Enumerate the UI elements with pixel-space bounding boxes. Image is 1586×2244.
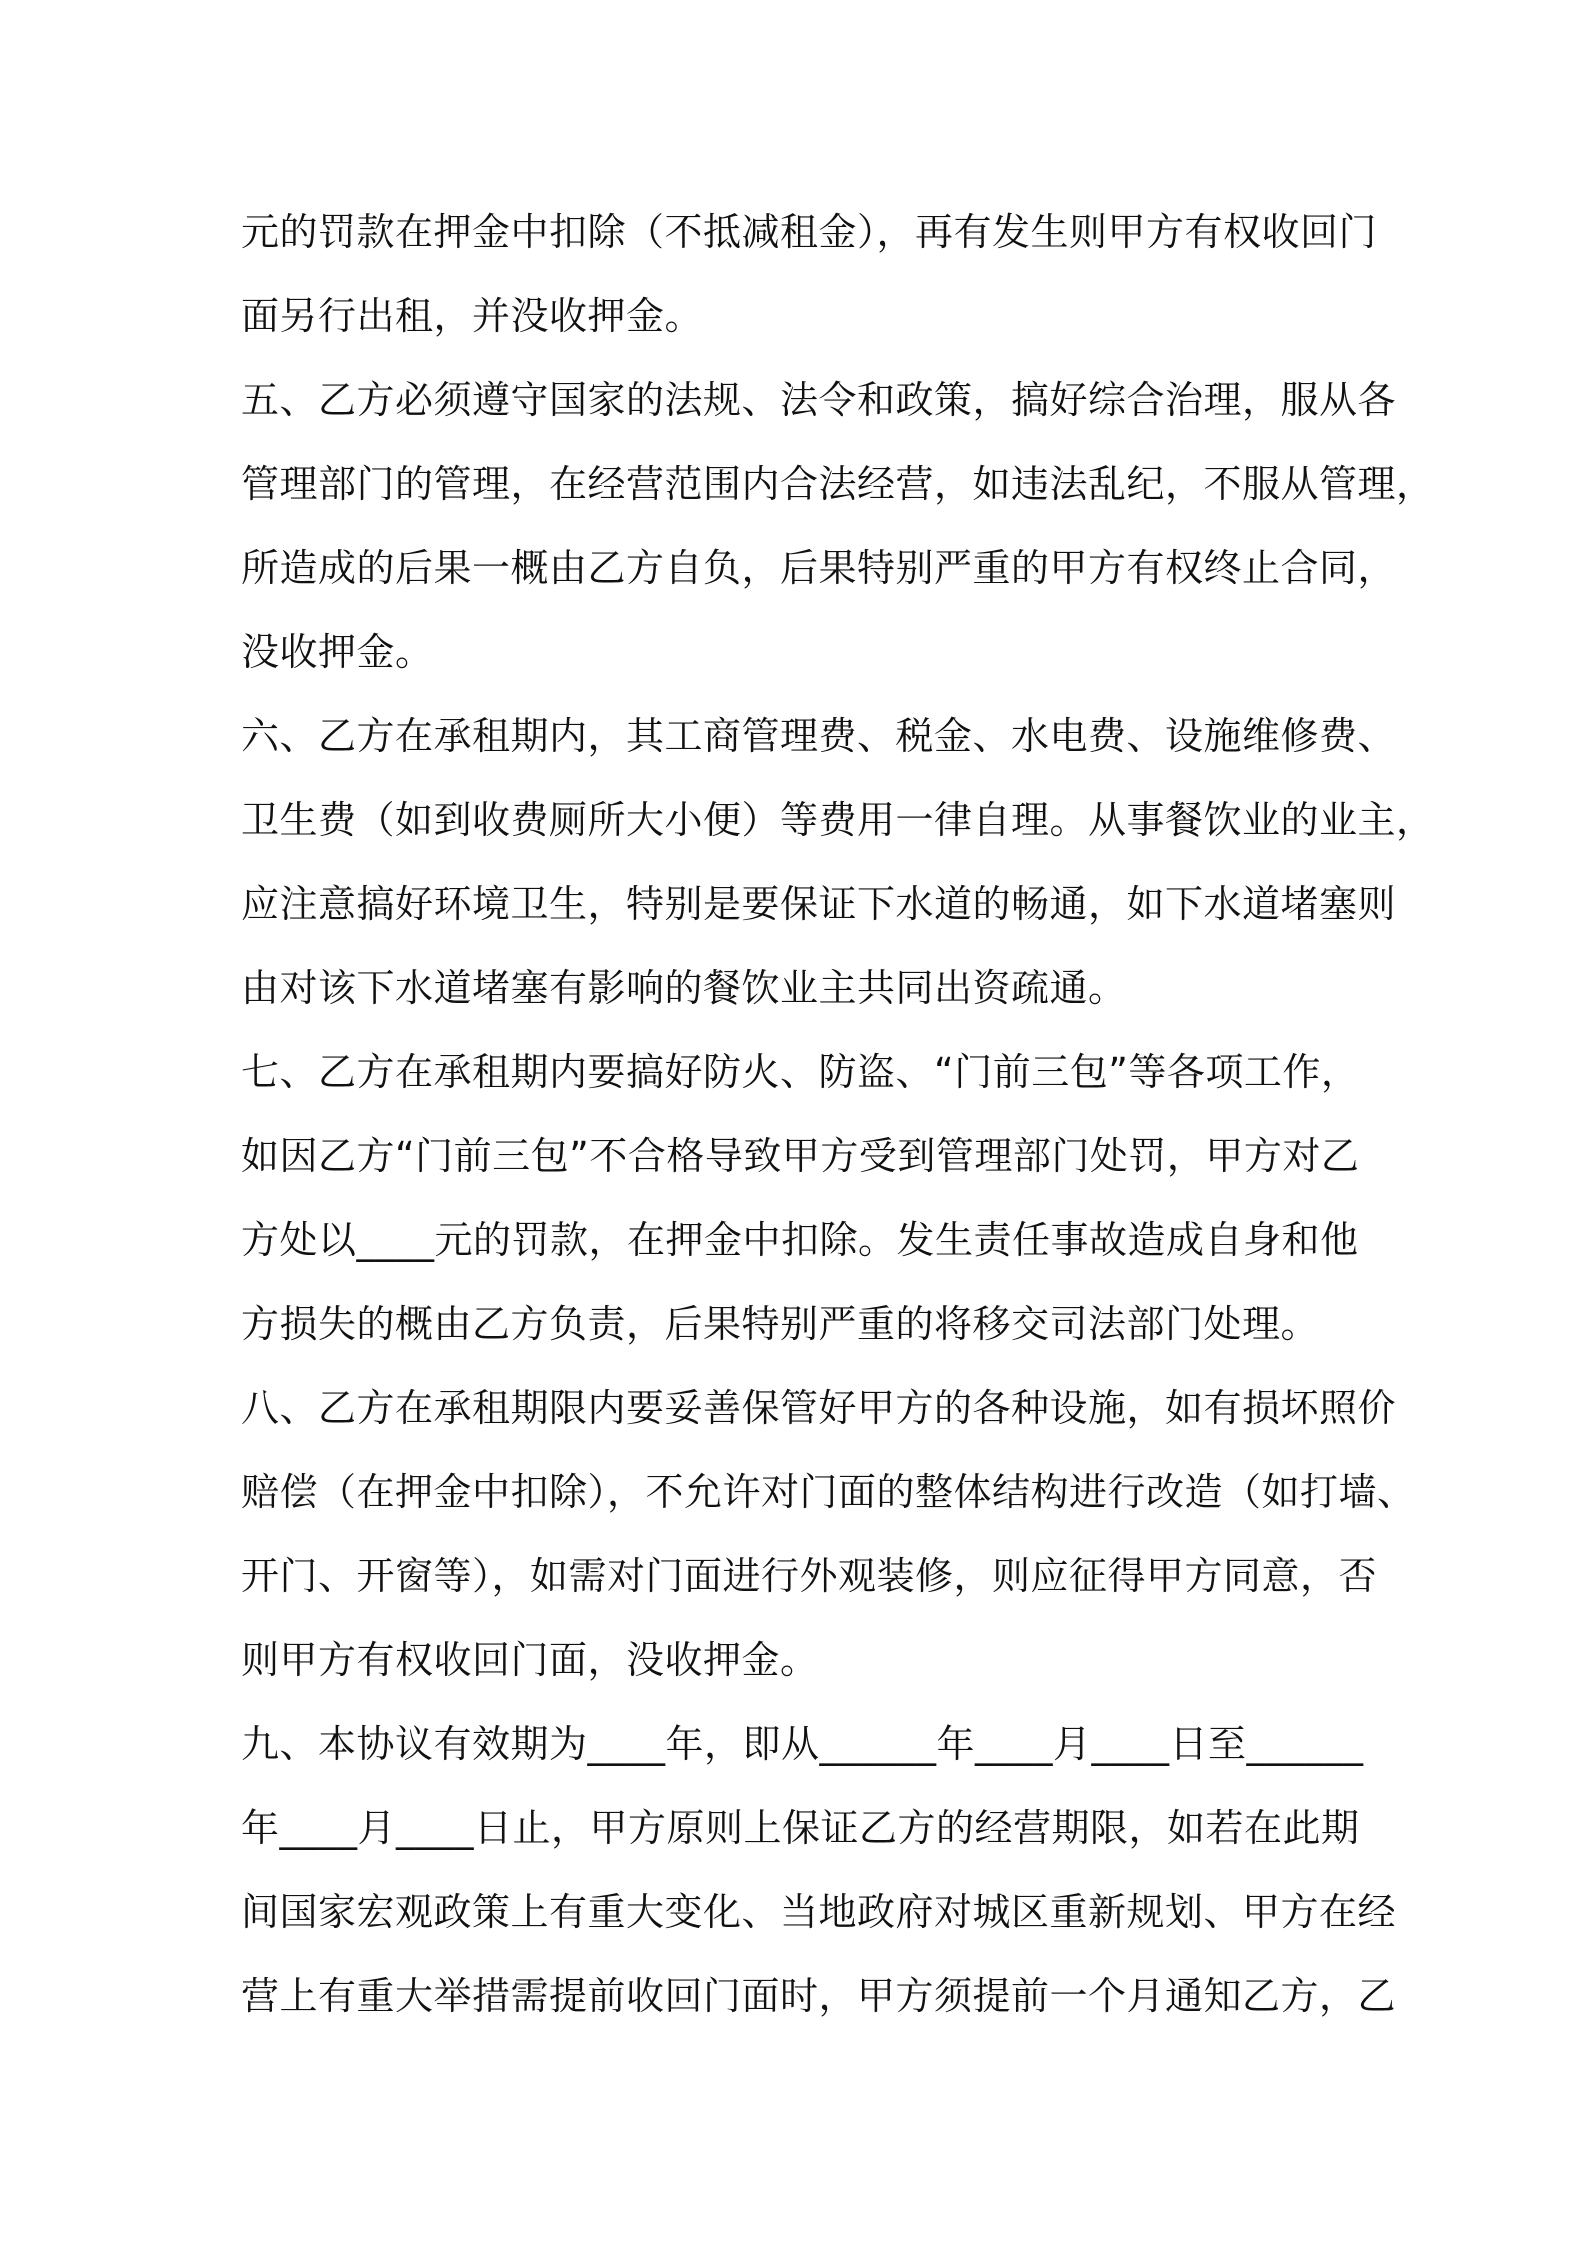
text-line: 年____月____日止，甲方原则上保证乙方的经营期限，如若在此期 xyxy=(241,1806,1360,1850)
text-line: 则甲方有权收回门面，没收押金。 xyxy=(241,1638,819,1682)
clause-6-line: 六、乙方在承租期内，其工商管理费、税金、水电费、设施维修费、 xyxy=(241,714,1397,758)
text-line: 开门、开窗等），如需对门面进行外观装修，则应征得甲方同意，否 xyxy=(241,1554,1378,1598)
text-line: 如因乙方“门前三包”不合格导致甲方受到管理部门处罚，甲方对乙 xyxy=(241,1134,1360,1178)
text-line: 由对该下水道堵塞有影响的餐饮业主共同出资疏通。 xyxy=(241,966,1127,1010)
text-line: 间国家宏观政策上有重大变化、当地政府对城区重新规划、甲方在经 xyxy=(241,1890,1397,1934)
text-line: 管理部门的管理，在经营范围内合法经营，如违法乱纪，不服从管理， xyxy=(241,462,1435,506)
text-line: 没收押金。 xyxy=(241,630,434,674)
text-line: 面另行出租，并没收押金。 xyxy=(241,294,704,338)
text-line: 赔偿（在押金中扣除），不允许对门面的整体结构进行改造（如打墙、 xyxy=(241,1470,1416,1514)
text-line: 营上有重大举措需提前收回门面时，甲方须提前一个月通知乙方，乙 xyxy=(241,1974,1397,2018)
text-line: 所造成的后果一概由乙方自负，后果特别严重的甲方有权终止合同， xyxy=(241,546,1397,590)
text-line: 方处以____元的罚款，在押金中扣除。发生责任事故造成自身和他 xyxy=(241,1218,1359,1262)
text-line: 卫生费（如到收费厕所大小便）等费用一律自理。从事餐饮业的业主， xyxy=(241,798,1435,842)
text-line: 元的罚款在押金中扣除（不抵减租金），再有发生则甲方有权收回门 xyxy=(241,210,1378,254)
text-line: 应注意搞好环境卫生，特别是要保证下水道的畅通，如下水道堵塞则 xyxy=(241,882,1397,926)
clause-5-line: 五、乙方必须遵守国家的法规、法令和政策，搞好综合治理，服从各 xyxy=(241,378,1397,422)
clause-8-line: 八、乙方在承租期限内要妥善保管好甲方的各种设施，如有损坏照价 xyxy=(241,1386,1397,1430)
clause-9-line: 九、本协议有效期为____年，即从______年____月____日至______ xyxy=(241,1722,1364,1766)
text-line: 方损失的概由乙方负责，后果特别严重的将移交司法部门处理。 xyxy=(241,1302,1320,1346)
contract-body xyxy=(241,190,1435,2038)
clause-7-line: 七、乙方在承租期内要搞好防火、防盗、“门前三包”等各项工作， xyxy=(241,1050,1360,1094)
